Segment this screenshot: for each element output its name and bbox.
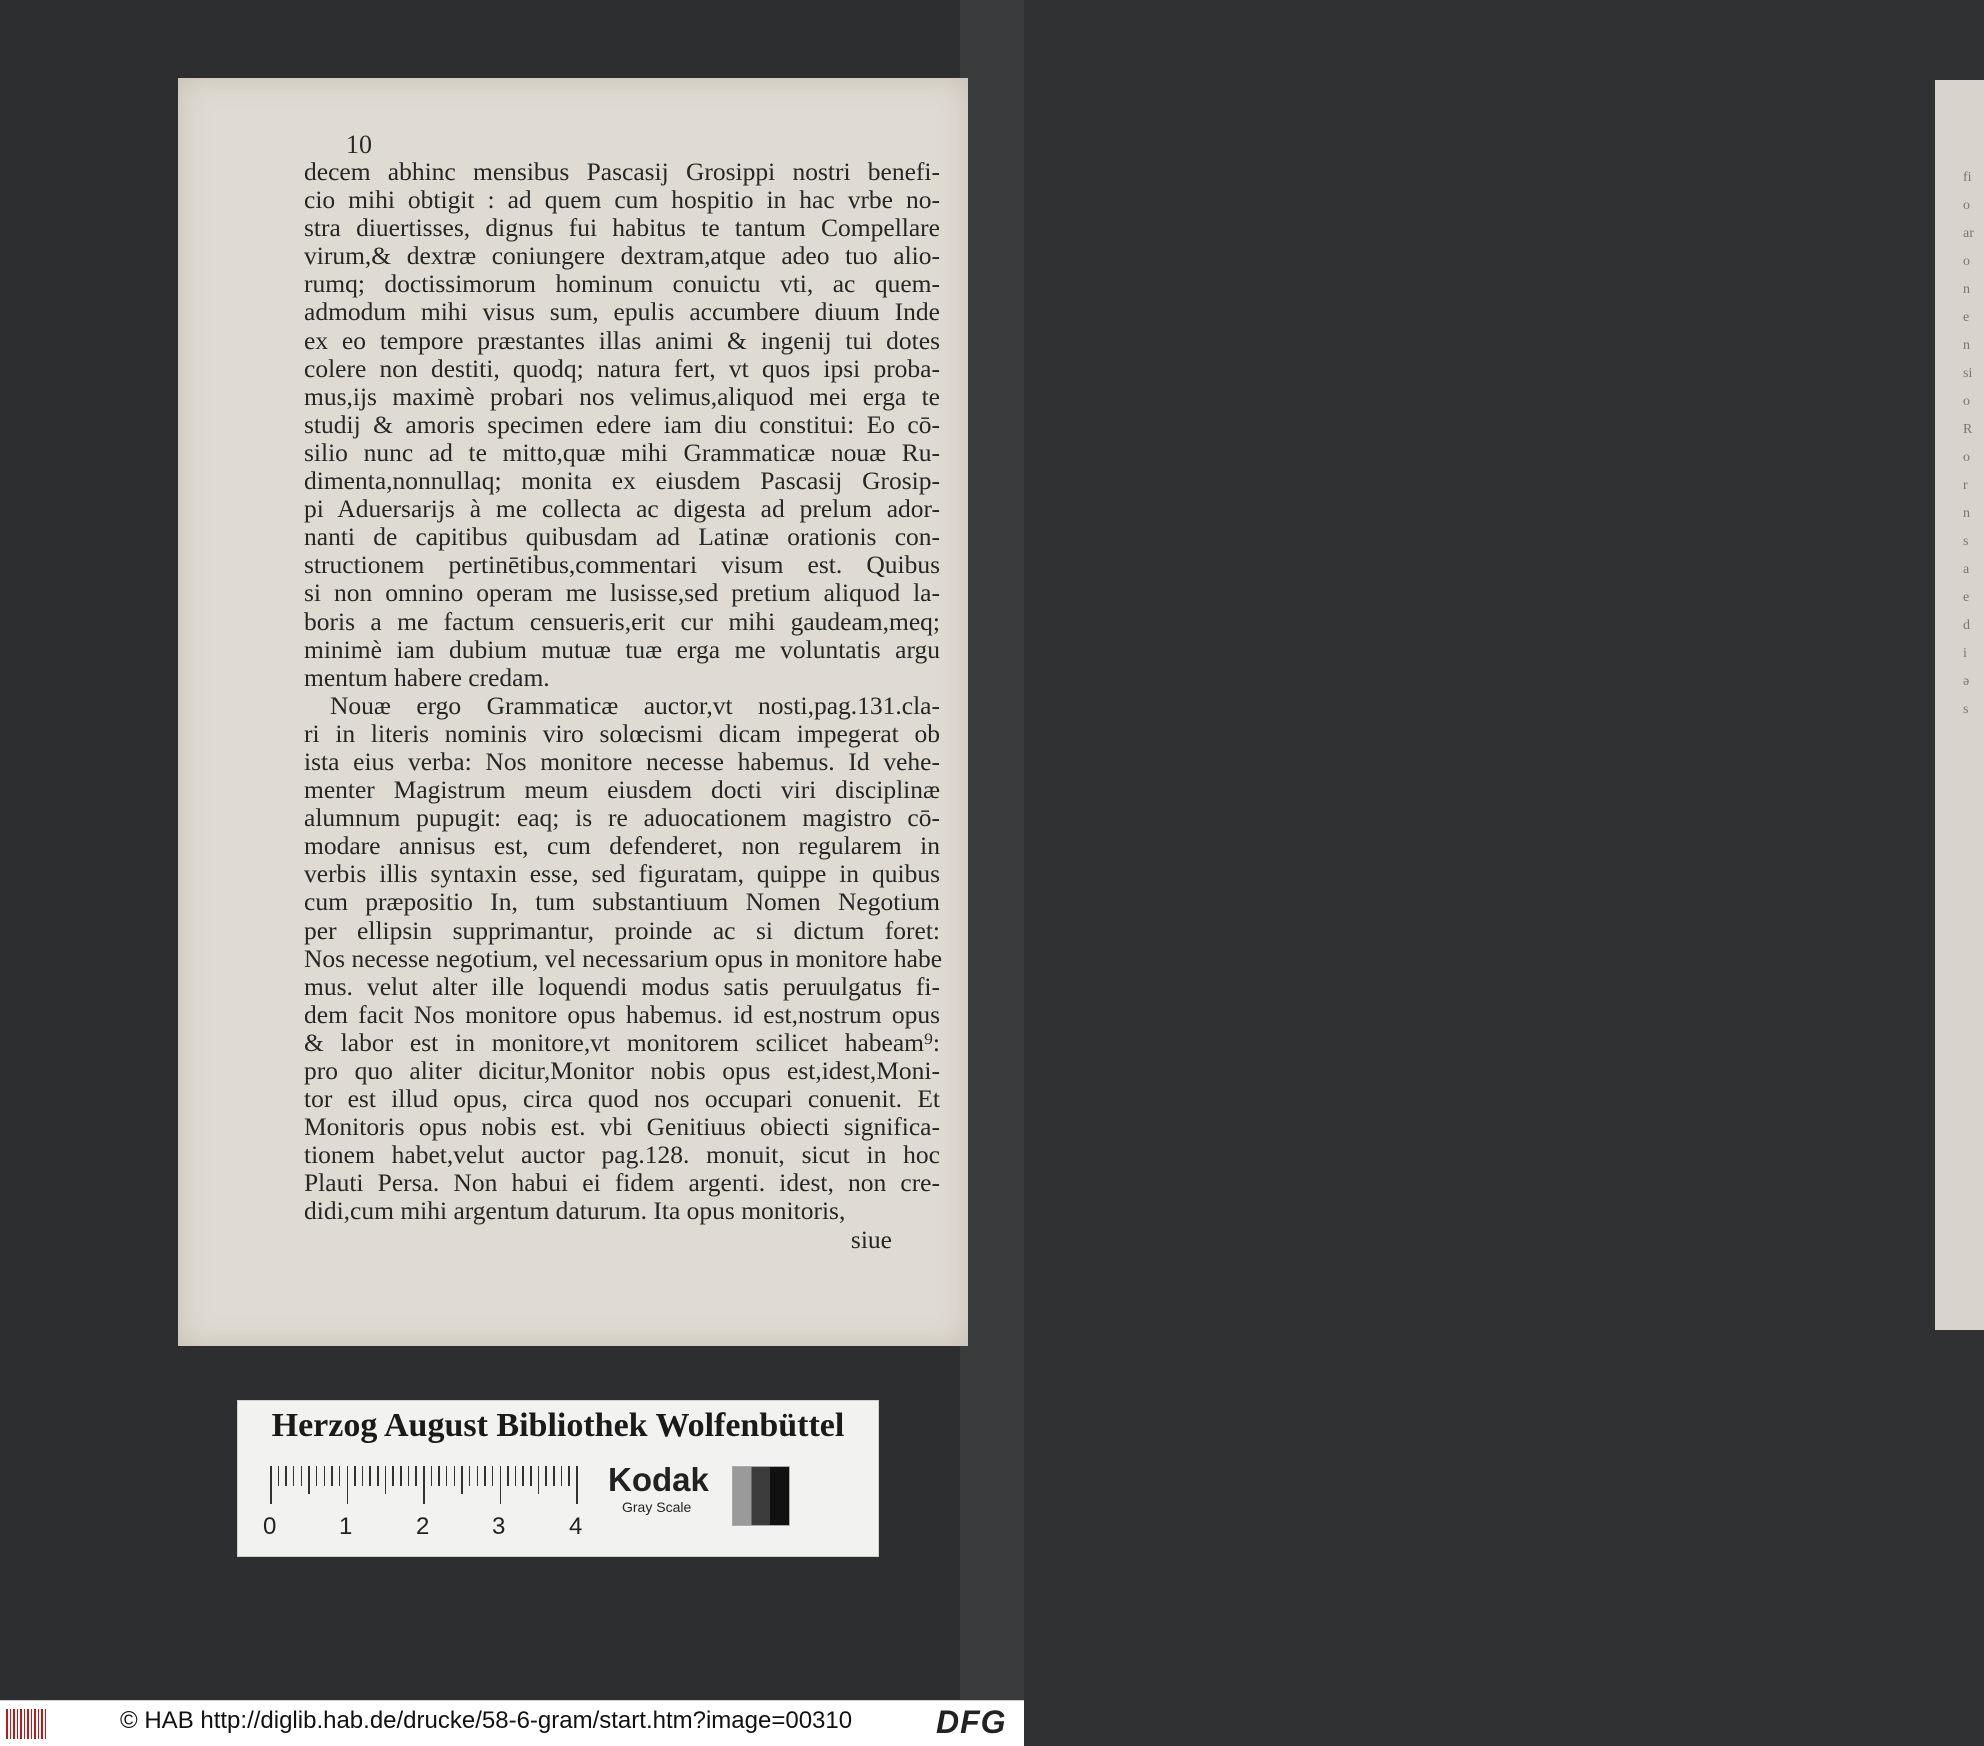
ruler-tick bbox=[446, 1466, 448, 1486]
text-line: Nouæ ergo Grammaticæ auctor,vt nosti,pag.131.cla- bbox=[330, 690, 940, 720]
ruler-tick bbox=[461, 1466, 463, 1494]
ruler-tick bbox=[316, 1466, 318, 1486]
text-line: dimenta,nonnullaq; monita ex eiusdem Pascasij Grosip- bbox=[304, 466, 940, 496]
ruler-tick bbox=[285, 1466, 287, 1486]
facing-page-letter: n bbox=[1963, 506, 1970, 521]
gray-scale-label: Gray Scale bbox=[622, 1499, 692, 1515]
text-line: didi,cum mihi argentum daturum. Ita opus monitoris, bbox=[304, 1196, 846, 1226]
text-line: dem facit Nos monitore opus habemus. id est,nostrum opus bbox=[304, 999, 940, 1029]
ruler-tick bbox=[545, 1466, 547, 1486]
text-line: & labor est in monitore,vt monitorem scilicet habeam⁹: bbox=[304, 1027, 940, 1057]
ruler-tick bbox=[576, 1466, 578, 1504]
ruler-tick bbox=[377, 1466, 379, 1486]
facing-page-letter: s bbox=[1963, 702, 1969, 717]
copyright-url[interactable]: © HAB http://diglib.hab.de/drucke/58-6-gram/start.htm?image=00310 bbox=[120, 1707, 853, 1734]
text-line: mus. velut alter ille loquendi modus satis peruulgatus fi- bbox=[304, 971, 940, 1001]
ruler-tick bbox=[423, 1466, 425, 1504]
library-name: Herzog August Bibliothek Wolfenbüttel bbox=[271, 1407, 845, 1444]
text-line: boris a me factum censueris,erit cur mihi gaudeam,meq; bbox=[304, 606, 940, 636]
facing-page-letter: ar bbox=[1963, 226, 1974, 241]
ruler-tick bbox=[392, 1466, 394, 1486]
book-edge bbox=[960, 0, 1974, 1700]
text-line: tionem habet,velut auctor pag.128. monuit, sicut in hoc bbox=[304, 1140, 940, 1170]
scale-ruler bbox=[270, 1466, 580, 1504]
color-target-card bbox=[237, 1400, 879, 1557]
text-line: pi Aduersarijs à me collecta ac digesta ad prelum ador- bbox=[304, 494, 940, 524]
text-line: modare annisus est, cum defenderet, non regularem in bbox=[304, 831, 940, 861]
ruler-tick bbox=[568, 1466, 570, 1486]
text-line: cio mihi obtigit : ad quem cum hospitio in hac vrbe no- bbox=[304, 185, 940, 215]
text-line: mus,ijs maximè probari nos velimus,aliquod mei erga te bbox=[304, 381, 940, 411]
text-line: rumq; doctissimorum hominum conuictu vti, ac quem- bbox=[304, 269, 940, 299]
text-line: Plauti Persa. Non habui ei fidem argenti. idest, non cre- bbox=[304, 1168, 940, 1198]
facing-page-letter: i bbox=[1963, 646, 1967, 661]
ruler-tick bbox=[354, 1466, 356, 1486]
facing-page-letter: ə bbox=[1963, 674, 1970, 689]
text-line: cum præpositio In, tum substantiuum Nomen Negotium bbox=[304, 887, 940, 917]
text-line: siue bbox=[850, 1224, 892, 1254]
page-text bbox=[304, 157, 943, 1254]
ruler-tick bbox=[293, 1466, 295, 1486]
text-line: decem abhinc mensibus Pascasij Grosippi nostri benefi- bbox=[304, 157, 940, 186]
facing-page-letter: n bbox=[1963, 282, 1970, 297]
text-line: ri in literis nominis viro solœcismi dicam impegerat ob bbox=[304, 718, 940, 748]
text-line: alumnum pupugit: eaq; is re aduocationem magistro cō- bbox=[304, 803, 940, 833]
dfg-logo: DFG bbox=[936, 1704, 1007, 1740]
ruler-tick bbox=[477, 1466, 479, 1486]
ruler-number: 1 bbox=[339, 1513, 353, 1540]
book-page bbox=[178, 78, 968, 1346]
ruler-tick bbox=[492, 1466, 494, 1486]
ruler-tick bbox=[308, 1466, 310, 1494]
text-line: pro quo aliter dicitur,Monitor nobis opus est,idest,Moni- bbox=[304, 1056, 940, 1085]
text-line: si non omnino operam me lusisse,sed pretium aliquod la- bbox=[304, 578, 940, 608]
ruler-tick bbox=[339, 1466, 341, 1486]
ruler-tick bbox=[362, 1466, 364, 1486]
ruler-tick bbox=[500, 1466, 502, 1504]
ruler-tick bbox=[331, 1466, 333, 1486]
ruler-tick bbox=[270, 1466, 272, 1504]
facing-page-letter: o bbox=[1963, 450, 1970, 465]
text-line: nanti de capitibus quibusdam ad Latinæ orationis con- bbox=[304, 522, 940, 552]
ruler-tick bbox=[415, 1466, 417, 1486]
ruler-tick bbox=[469, 1466, 471, 1486]
ruler-tick bbox=[530, 1466, 532, 1486]
text-line: ista eius verba: Nos monitore necesse habemus. Id vehe- bbox=[304, 746, 940, 776]
ruler-number: 3 bbox=[492, 1513, 506, 1540]
text-line: per ellipsin supprimantur, proinde ac si dictum foret: bbox=[304, 915, 940, 945]
ruler-tick bbox=[438, 1466, 440, 1486]
facing-page-letter: si bbox=[1963, 366, 1973, 381]
footer-bar bbox=[0, 1700, 1024, 1746]
text-line: minimè iam dubium mutuæ tuæ erga me voluntatis argu bbox=[304, 634, 940, 664]
facing-page-letter: o bbox=[1963, 254, 1970, 269]
ruler-tick bbox=[522, 1466, 524, 1486]
text-line: Nos necesse negotium, vel necessarium opus in monitore habe bbox=[304, 943, 943, 973]
page-number: 10 bbox=[346, 130, 372, 159]
ruler-number: 2 bbox=[416, 1513, 430, 1540]
ruler-tick bbox=[507, 1466, 509, 1486]
ruler-tick bbox=[400, 1466, 402, 1486]
ruler-tick bbox=[369, 1466, 371, 1486]
ruler-number: 0 bbox=[263, 1513, 277, 1540]
ruler-tick bbox=[454, 1466, 456, 1486]
ruler-tick bbox=[278, 1466, 280, 1486]
ruler-tick bbox=[324, 1466, 326, 1486]
text-line: Monitoris opus nobis est. vbi Genitiuus obiecti significa- bbox=[304, 1112, 940, 1142]
facing-page-letter: n bbox=[1963, 338, 1970, 353]
ruler-tick bbox=[553, 1466, 555, 1486]
facing-page-letter: r bbox=[1963, 478, 1968, 493]
ruler-tick bbox=[484, 1466, 486, 1486]
facing-page-letter: e bbox=[1963, 590, 1970, 605]
ruler-tick bbox=[515, 1466, 517, 1486]
ruler-number: 4 bbox=[569, 1513, 583, 1540]
facing-page-letter: a bbox=[1963, 562, 1970, 577]
text-line: ex eo tempore præstantes illas animi & ingenij tui dotes bbox=[304, 325, 940, 355]
facing-page-letter: d bbox=[1963, 618, 1970, 633]
ruler-tick bbox=[347, 1466, 349, 1504]
facing-page-letter: e bbox=[1963, 310, 1970, 325]
facing-page-letter: o bbox=[1963, 394, 1970, 409]
text-line: stra diuertisses, dignus fui habitus te tantum Compellare bbox=[304, 213, 940, 243]
facing-page-fragment bbox=[1935, 80, 1984, 1330]
text-line: mentum habere credam. bbox=[304, 662, 550, 692]
facing-page-letter: R bbox=[1963, 422, 1973, 437]
ruler-tick bbox=[431, 1466, 433, 1486]
ruler-tick bbox=[561, 1466, 563, 1486]
facing-page-letter: s bbox=[1963, 534, 1969, 549]
ruler-tick bbox=[408, 1466, 410, 1486]
text-line: silio nunc ad te mitto,quæ mihi Grammaticæ nouæ Ru- bbox=[304, 437, 940, 467]
text-line: structionem pertinētibus,commentari visum est. Quibus bbox=[304, 550, 940, 580]
facing-page-letter: fi bbox=[1963, 170, 1972, 185]
barcode-icon bbox=[6, 1709, 48, 1739]
facing-page-letter: o bbox=[1963, 198, 1970, 213]
ruler-tick bbox=[301, 1466, 303, 1486]
text-line: colere non destiti, quodq; natura fert, vt quos ipsi proba- bbox=[304, 353, 940, 383]
kodak-logo: Kodak bbox=[608, 1461, 709, 1498]
ruler-tick bbox=[538, 1466, 540, 1494]
gray-swatch bbox=[732, 1466, 790, 1526]
ruler-tick bbox=[385, 1466, 387, 1494]
text-line: studij & amoris specimen edere iam diu constitui: Eo cō- bbox=[304, 409, 940, 439]
text-line: verbis illis syntaxin esse, sed figuratam, quippe in quibus bbox=[304, 859, 940, 889]
text-line: virum,& dextræ coniungere dextram,atque adeo tuo alio- bbox=[304, 241, 940, 271]
text-line: admodum mihi visus sum, epulis accumbere diuum Inde bbox=[304, 297, 940, 327]
text-line: menter Magistrum meum eiusdem docti viri disciplinæ bbox=[304, 775, 940, 805]
text-line: tor est illud opus, circa quod nos occupari conuenit. Et bbox=[304, 1084, 940, 1114]
